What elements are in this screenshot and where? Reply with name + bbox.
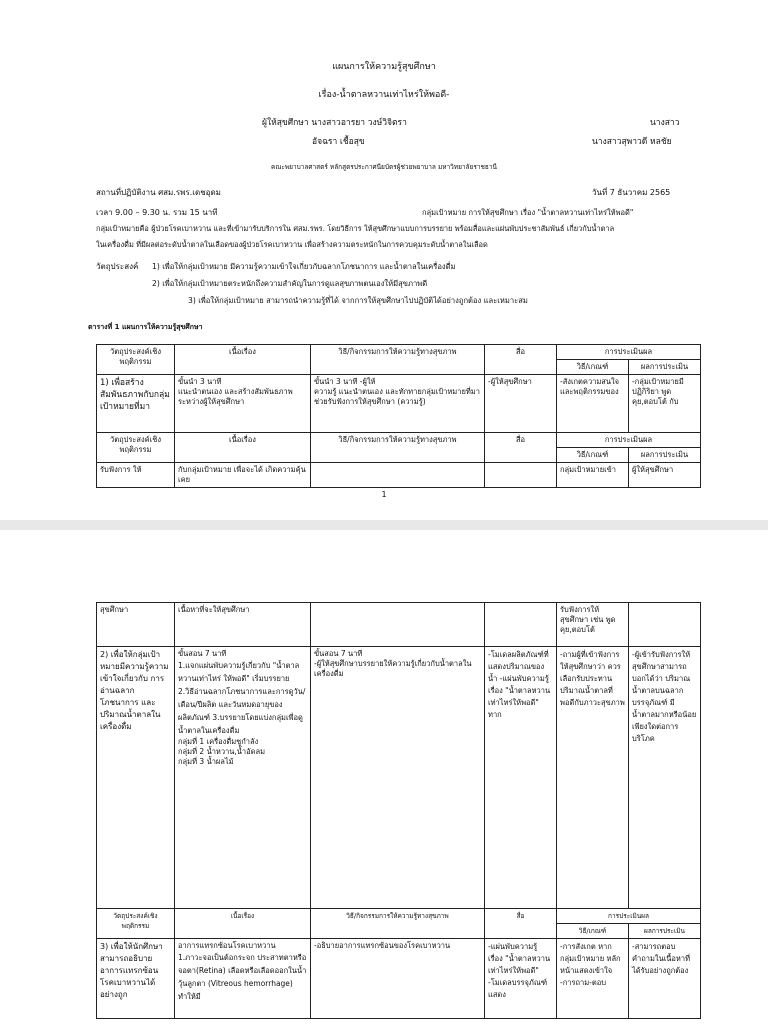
p2-header-result: ผลการประเมิน [629,924,701,939]
paragraph-line-2: ในเครื่องดื่ม ที่มีผลต่อระดับน้ำตาลในเลือดของผู้ป่วยโรคเบาหวาน เพื่อสร้างความตระหนักในการควบคุมระดับน้ำตาลในเลือด [96,240,488,249]
objective-3: 3) เพื่อให้กลุ่มเป้าหมาย สามารถนำความรู้ที่ได้ จากการให้สุขศึกษาไปปฏิบัติได้อย่างถูกต้อง และเหมาะสม [188,296,528,305]
row1-result: -กลุ่มเป้าหมายมีปฏิกิริยา พูดคุย,ตอบโต้ กับ [629,375,701,433]
p2-rowa-criteria: รับฟังการให้สุขศึกษา เช่น พูดคุย,ตอบโต้ [557,603,629,647]
education-plan-table-page1 [96,344,701,488]
location-text: สถานที่ปฏิบัติงาน ศสม.รพร.เดชอุดม [96,188,221,197]
header2-objective: วัตถุประสงค์เชิงพฤติกรรม [97,433,175,463]
p2-rowb-content-head: ขั้นสอน 7 นาที [178,649,227,658]
p2-rowb-group-1: กลุ่มที่ 1 เครื่องดื่มชูกำลัง [178,737,259,746]
p2-header-objective: วัตถุประสงค์เชิงพฤติกรรม [97,909,175,939]
p2-rowd-media: -แผ่นพับความรู้ เรื่อง "น้ำตาลหวานเท่าไหร่ให้พอดี" -โมเดลบรรจุภัณฑ์แสดง [485,939,557,1019]
header2-media: สื่อ [485,433,557,463]
p2-header-content: เนื้อเรื่อง [175,909,311,939]
p2-rowd-objective: 3) เพื่อให้นักศึกษาสามารถอธิบายอาการแทรกซ้อนโรคเบาหวานได้อย่างถูก [97,939,175,1019]
row1-objective: 1) เพื่อสร้างสัมพันธภาพกับกลุ่มเป้าหมายที่มา [97,375,175,433]
educator-right: นางสาว [650,118,680,128]
row3-result: ผู้ให้สุขศึกษา [629,463,701,488]
p2-rowd-content-head: อาการแทรกซ้อนโรคเบาหวาน [178,941,276,950]
p2-header-method: วิธี/กิจกรรมการให้ความรู้ทางสุขภาพ [311,909,485,939]
header-criteria: วิธี/เกณฑ์ [557,360,629,375]
row1-content-head: ขั้นนำ 3 นาที [178,377,222,386]
p2-rowa-media [485,603,557,647]
p2-rowb-media: -โมเดลผลิตภัณฑ์ที่แสดงปริมาณของน้ำ -แผ่นพับความรู้ เรื่อง "น้ำตาลหวานเท่าไหร่ให้พอดี" ทาก [485,647,557,909]
p2-rowb-group-3: กลุ่มที่ 3 น้ำผลไม้ [178,757,234,766]
row1-method-head: ขั้นนำ 3 นาที -ผู้ให้ [314,377,376,386]
educator-line-2: อัจฉรา เชื้อสุข [312,137,365,147]
header-evaluation: การประเมินผล [557,345,701,360]
row3-method [311,463,485,488]
row3-criteria: กลุ่มเป้าหมายเข้า [557,463,629,488]
p2-rowb-objective: 2) เพื่อให้กลุ่มเป้าหมายมีความรู้ความเข้าใจเกี่ยวกับ การอ่านฉลากโภชนาการ และปริมาณน้ำตาลในเครื่องดื่ม [97,647,175,909]
row3-objective: รับฟังการ ให้ [97,463,175,488]
p2-rowb-result: -ผู้เข้ารับฟังการให้สุขศึกษาสามารถบอกได้ว่า ปริมาณน้ำตาลบนฉลากบรรจุภัณฑ์ มีน้ำตาลมากหรือน้อยเพียงใดต่อการบริโภค [629,647,701,909]
p2-rowa-objective: สุขศึกษา [97,603,175,647]
p2-rowa-result [629,603,701,647]
educator-line: ผู้ให้สุขศึกษา นางสาวอารยา วงษ์วิจิตรา [262,118,407,128]
header-content: เนื้อเรื่อง [175,345,311,375]
header-method: วิธี/กิจกรรมการให้ความรู้ทางสุขภาพ [311,345,485,375]
p2-rowa-method [311,603,485,647]
p2-rowb-content [175,647,311,909]
p2-rowd-criteria: -การสังเกต หากกลุ่มเป้าหมาย หลักหน้าแสดงเข้าใจ -การถาม-ตอบ [557,939,629,1019]
row1-method-body: ความรู้ แนะนำตนเอง และทักทายกลุ่มเป้าหมายที่มาช่วยรับฟังการให้สุขศึกษา (ความรู้) [314,387,480,406]
document-subject: เรื่อง-น้ำตาลหวานเท่าไหร่ให้พอดี- [318,90,450,100]
p2-header-criteria: วิธี/เกณฑ์ [557,924,629,939]
p2-header-media: สื่อ [485,909,557,939]
p2-rowb-criteria: -ถามผู้ที่เข้าฟังการให้สุขศึกษาว่า ควรเลือกรับประทานปริมาณน้ำตาลที่พอดีกับภาวะสุขภาพ [557,647,629,909]
p2-rowd-method: -อธิบายอาการแทรกซ้อนของโรคเบาหวาน [311,939,485,1019]
row1-method [311,375,485,433]
institution-line: คณะพยาบาลศาสตร์ หลักสูตรประกาศนียบัตรผู้ช่วยพยาบาล มหาวิทยาลัยราชธานี [271,163,497,171]
header2-evaluation: การประเมินผล [557,433,701,448]
row1-criteria: -สังเกตความสนใจและพฤติกรรมของ [557,375,629,433]
document-page-2 [0,530,768,1024]
header-objective: วัตถุประสงค์เชิงพฤติกรรม [97,345,175,375]
target-group-text: กลุ่มเป้าหมาย การให้สุขศึกษา เรื่อง "น้ำตาลหวานเท่าไหร่ให้พอดี" [422,208,634,217]
p2-rowb-method-body: -ผู้ให้สุขศึกษาบรรยายให้ความรู้เกี่ยวกับน้ำตาลในเครื่องดื่ม [314,659,472,678]
header2-result: ผลการประเมิน [629,448,701,463]
header-result: ผลการประเมิน [629,360,701,375]
row3-media [485,463,557,488]
p2-rowb-method [311,647,485,909]
p2-rowd-content-body: 1.ภาวะจอเป็นต้อกระจก ประสาทตาหรือจอตา(Retina) เลือดหรือเลือดออกในน้ำวุ้นลูกตา (Vitreous hemorrhage) ทำให้มี [178,953,307,1001]
document-title: แผนการให้ความรู้สุขศึกษา [332,62,436,72]
p2-rowb-method-head: ขั้นสอน 7 นาที [314,649,363,658]
p2-rowb-group-2: กลุ่มที่ 2 น้ำหวาน,น้ำอัดลม [178,747,266,756]
p2-rowb-content-body: 1.แจกแผ่นพับความรู้เกี่ยวกับ "น้ำตาลหวานเท่าไหร่ ให้พอดี" เริ่มบรรยาย 2.วิธีอ่านฉลากโภชนาการและการดูวัน/เดือน/ปีผลิต และวันหมดอายุของผลิตภัณฑ์ 3.บรรยายโดยแบ่งกลุ่มเพื่อดูน้ำตาลในเครื่องดื่ม [178,661,306,735]
table-caption: ตารางที่ 1 แผนการให้ความรู้สุขศึกษา [88,323,203,331]
header2-method: วิธี/กิจกรรมการให้ความรู้ทางสุขภาพ [311,433,485,463]
p2-rowd-content [175,939,311,1019]
p2-rowa-content: เนื้อหาที่จะให้สุขศึกษา [175,603,311,647]
objective-2: 2) เพื่อให้กลุ่มเป้าหมายตระหนักถึงความสำคัญในการดูแลสุขภาพตนเองให้มีสุขภาพดี [152,279,428,288]
header-media: สื่อ [485,345,557,375]
row1-content [175,375,311,433]
header2-criteria: วิธี/เกณฑ์ [557,448,629,463]
paragraph-line-1: กลุ่มเป้าหมายคือ ผู้ป่วยโรคเบาหวาน และที่เข้ามารับบริการใน ศสม.รพร. โดยวิธีการ ให้สุขศึกษาแบบการบรรยาย พร้อมสื่อและแผ่นพับประชาสัมพันธ์ เกี่ยวกับน้ำตาล [96,224,615,233]
date-text: วันที่ 7 ธันวาคม 2565 [592,188,671,197]
row1-media: -ผู้ให้สุขศึกษา [485,375,557,433]
p2-header-evaluation: การประเมินผล [557,909,701,924]
objectives-label: วัตถุประสงค์ [96,262,139,271]
p2-rowd-result: -สามารถตอบคำถามในเนื้อหาที่ได้รับอย่างถูกต้อง [629,939,701,1019]
page-number: 1 [381,490,387,499]
educator-right-2: นางสาวสุพาวดี หลชัย [592,137,672,147]
objective-1: 1) เพื่อให้กลุ่มเป้าหมาย มีความรู้ความเข้าใจเกี่ยวกับฉลากโภชนาการ และน้ำตาลในเครื่องดื่ม [152,262,456,271]
row1-content-body: แนะนำตนเอง และสร้างสัมพันธภาพระหว่างผู้ให้สุขศึกษา [178,387,293,406]
row3-content: กับกลุ่มเป้าหมาย เพื่อจะได้ เกิดความคุ้นเคย [175,463,311,488]
time-text: เวลา 9.00 – 9.30 น. รวม 15 นาที [96,208,218,217]
header2-content: เนื้อเรื่อง [175,433,311,463]
education-plan-table-page2 [96,602,701,1019]
